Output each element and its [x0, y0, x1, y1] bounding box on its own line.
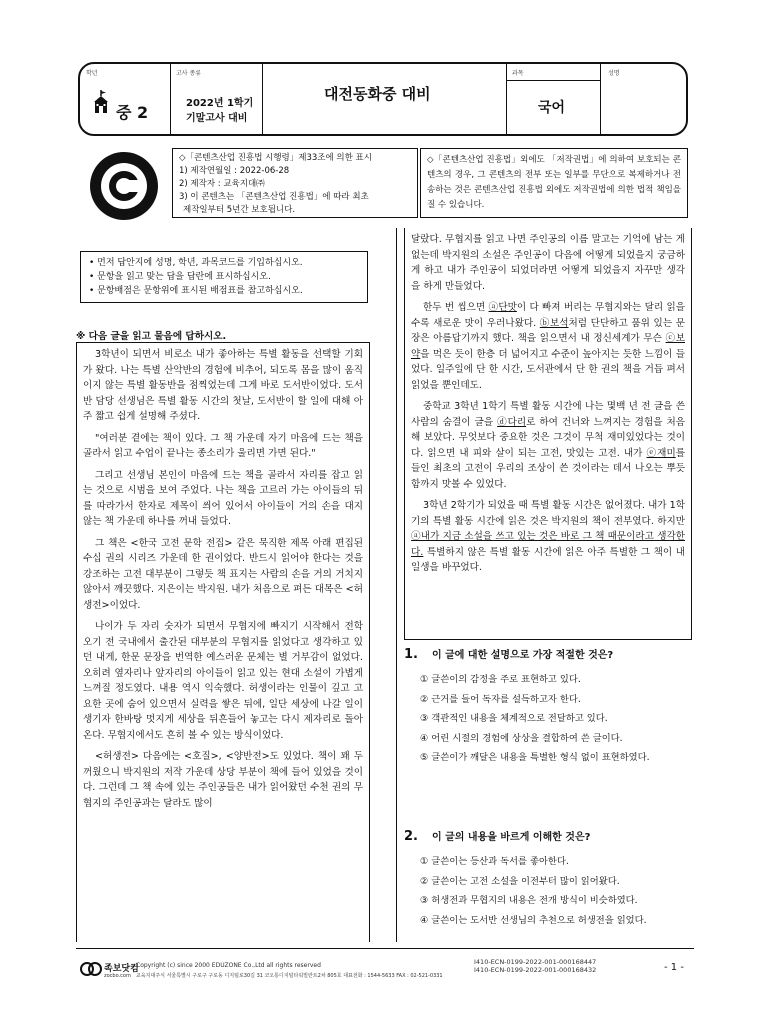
exam-type-label: 고사 종류 [176, 70, 202, 77]
passage-paragraph: 3학년이 되면서 비로소 내가 좋아하는 특별 활동을 선택할 기회가 왔다. 나는 특별 산악반의 경험에 비추어, 되도록 몸을 많이 움직이지 않는 특별 활동반을 점찍었는데 그게 바로 도서반이었다. 도서반 담당 선생님은 특별 활동 시간의 첫날, 도서반이 할 일에 대해 아주 짧고 쉽게 설명해 주셨다. [83, 349, 363, 422]
notice-item: • 문항배점은 문항위에 표시된 배점표를 참고하십시오. [89, 286, 303, 296]
question-title [404, 646, 694, 662]
passage-paragraph: 그 책은 <한국 고전 문학 전집> 같은 묵직한 제목 아래 편집된 수십 권의 시리즈 가운데 한 권이었다. 반드시 읽어야 한다는 것을 강조하는 고전 대부분이 그렇듯 책 표지는 사람의 손을 거의 거치지 않아서 깨끗했다. 지은이는 박지원. 내가 처음으로 펴든 대목은 <허생전>이었다. [83, 537, 363, 611]
answer-option[interactable]: ⑤ 글쓴이가 깨달은 내용을 특별한 형식 없이 표현하였다. [420, 752, 650, 763]
question-number: 1. [404, 647, 418, 662]
school-icon [92, 90, 110, 114]
answer-option[interactable]: ① 글쓴이는 등산과 독서를 좋아한다. [420, 856, 569, 867]
answer-option[interactable]: ② 근거를 들어 독자를 설득하고자 한다. [420, 693, 581, 705]
instructions-box [80, 251, 368, 303]
copyright-right-text: ◇「콘텐츠산업 진흥법」외에도 「저작권법」에 의하여 보호되는 콘텐츠의 경우, 그 콘텐츠의 전부 또는 일부를 무단으로 복제하거나 전송하는 것은 콘텐츠산업 진흥법 외에도 저작권법에 의한 법적 책임을 질 수 있습니다. [427, 155, 681, 210]
answer-option[interactable]: ② 글쓴이는 고전 소설을 이전부터 많이 읽어왔다. [420, 875, 620, 887]
brand-name: 족보닷컴 [104, 964, 139, 974]
copyright-line: 3) 이 콘텐츠는 「콘텐츠산업 진흥법」에 따라 최초 [179, 192, 369, 202]
passage-paragraph: 3학년 2학기가 되었을 때 특별 활동 시간은 없어졌다. 내가 1학기의 특별 활동 시간에 읽은 것은 박지원의 책이 전부였다. 하지만 ⓐ내가 지금 소설을 쓰고 있는 것은 바로 그 책 때문이라고 생각한다. 특별하지 않은 특별 활동 시간에 읽은 아주 특별한 그 책이 내 일생을 바꾸었다. [411, 500, 685, 573]
name-label: 성명 [608, 70, 620, 77]
underlined-word: ⓓ다리 [497, 416, 527, 428]
copyright-line: 1) 제작연월일 : 2022-06-28 [179, 166, 290, 176]
passage-right [404, 228, 692, 640]
footer-copyright: Copyright (c) since 2000 EDUZONE Co.,Ltd all rights reserved [136, 962, 321, 969]
copyright-notice-left [172, 148, 418, 218]
answer-option[interactable]: ④ 글쓴이는 도서반 선생님의 추천으로 허생전을 읽었다. [420, 914, 647, 926]
notice-item: • 문항을 읽고 맞는 답을 답란에 표시하십시오. [89, 272, 271, 282]
answer-option[interactable]: ④ 어린 시절의 경험에 상상을 결합하여 쓴 글이다. [420, 732, 623, 744]
grade-value: 중 2 [116, 103, 149, 122]
passage-paragraph: 한두 번 씹으면 ⓐ단맛이 다 빠져 버리는 무협지와는 달리 읽을수록 새로운 맛이 우러나왔다. ⓑ보석처럼 단단하고 품위 있는 문장은 아름답기까지 했다. 책을 읽으면서 내 정신세계가 무슨 ⓒ보약을 먹은 듯이 한층 더 넓어지고 수준이 높아지는 듯한 느낌이 들었다. 일주일에 단 한 시간, 도서관에서 단 한 권의 책을 거듭 펴서 읽었을 뿐인데도. [411, 302, 685, 391]
question-number: 2. [404, 829, 418, 844]
question-title [404, 828, 694, 844]
copyright-line: 제작일부터 5년간 보호됩니다. [183, 205, 296, 215]
exam-line-2: 기말고사 대비 [186, 113, 248, 124]
page-title: 대전동화중 대비 [324, 85, 431, 103]
answer-option[interactable]: ① 글쓴이의 감정을 주로 표현하고 있다. [420, 674, 581, 685]
exam-line-1: 2022년 1학기 [186, 98, 254, 109]
passage-paragraph: 그리고 선생님 본인이 마음에 드는 책을 골라서 자리를 잡고 읽는 것으로 시범을 보여 주었다. 나는 책을 고르러 가는 아이들의 뒤를 따라가서 한자로 제목이 씌어 있어서 아이들이 거의 손을 대지 않는 책 가운데 하나를 꺼내 들었다. [83, 469, 363, 527]
underlined-sentence: ⓐ내가 지금 소설을 쓰고 있는 것은 바로 그 책 때문이라고 생각한다. [411, 531, 685, 558]
footer-code-2: I410-ECN-0199-2022-001-000168432 [474, 966, 597, 974]
passage-paragraph: 달랐다. 무협지를 읽고 나면 주인공의 이름 말고는 기억에 남는 게 없는데 박지원의 소설은 주인공이 다음에 어떻게 되었을지 궁금하게 하고 내가 주인공이 되었더라면 어떻게 되었을지 자꾸만 생각을 하게 만들었다. [411, 234, 685, 292]
subject-value: 국어 [538, 100, 566, 116]
question-instruction: ※ 다음 글을 읽고 물음에 답하시오. [76, 331, 227, 342]
underlined-word: ⓑ보석 [539, 317, 569, 329]
notice-item: • 먼저 답안지에 성명, 학년, 과목코드를 기입하십시오. [89, 258, 303, 268]
question-text: 이 글의 내용을 바르게 이해한 것은? [431, 832, 591, 843]
question-text: 이 글에 대한 설명으로 가장 적절한 것은? [431, 650, 614, 661]
underlined-word: ⓐ단맛 [488, 302, 517, 313]
subject-label: 과목 [512, 70, 524, 77]
footer-address: 교육지대주식 서울특별시 구로구 구로동 디지털로30길 31 코오롱디지털타워빌란트2차 805호 대표전화 : 1544-5633 FAX : 02-521-0331 [136, 973, 443, 979]
passage-paragraph: 중학교 3학년 1학기 특별 활동 시간에 나는 몇백 년 전 글을 쓴 사람의 숨결이 글을 ⓓ다리로 하여 건너와 느껴지는 경험을 처음 해 보았다. 무엇보다 중요한 것은 그것이 무척 재미있었다는 것이다. 읽으면 내 피와 살이 되는 고전, 맛있는 고전. 내가 ⓔ재미를 들인 최초의 고전이 우리의 조상이 쓴 것이라는 데서 나오는 뿌듯함까지 맛볼 수 있었다. [411, 401, 685, 490]
footer-rule [76, 948, 694, 949]
column-divider [396, 228, 397, 942]
copyright-line: 2) 제작자 : 교육지대㈜ [179, 179, 265, 189]
passage-paragraph: <허생전> 다음에는 <호질>, <양반전>도 있었다. 책이 꽤 두꺼웠으니 박지원의 저작 가운데 상당 부분이 책에 들어 있었을 것이다. 그런데 그 책 속에 있는 주인공들은 내가 읽어왔던 수천 권의 무협지의 주인공과는 달라도 많이 [83, 751, 363, 809]
page-number: - 1 - [664, 962, 684, 973]
question-1 [404, 646, 694, 768]
copyright-logo [88, 150, 160, 222]
exam-header [78, 62, 688, 136]
brand-logo [80, 960, 102, 978]
copyright-line: ◇「콘텐츠산업 진흥법 시행령」제33조에 의한 표시 [179, 153, 372, 163]
grade-label: 학년 [86, 70, 98, 77]
answer-option[interactable]: ③ 객관적인 내용을 체계적으로 전달하고 있다. [420, 713, 608, 724]
underlined-word: ⓒ보약 [411, 333, 685, 360]
question-2 [404, 828, 694, 930]
passage-paragraph: "여러분 곁에는 책이 있다. 그 책 가운데 자기 마음에 드는 책을 골라서 읽고 수업이 끝나는 종소리가 울리면 가면 된다." [83, 432, 363, 459]
passage-paragraph: 나이가 두 자리 숫자가 되면서 무협지에 빠지기 시작해서 전학 오기 전 국내에서 출간된 대부분의 무협지를 읽었다고 생각하고 있던 내게, 한문 문장을 번역한 예스러운 문체는 별 거부감이 없었다. 오히려 옆자리나 앞자리의 아이들이 읽고 있는 현대 소설이 가볍게 느껴질 정도였다. 내용 역시 익숙했다. 허생이라는 인물이 깊고 고요한 곳에 숨어 있으면서 실력을 쌓은 뒤에, 일단 세상에 나갈 일이 생기자 한바탕 멋지게 세상을 뒤흔들어 놓고는 다시 제자리로 돌아온다. 무협지에서도 흔히 볼 수 있는 방식이었다. [83, 621, 363, 741]
underlined-word: ⓔ재미 [646, 447, 676, 459]
copyright-notice-right [420, 148, 688, 218]
passage-left [76, 342, 370, 942]
brand-url: zocbo.com [104, 973, 131, 979]
answer-option[interactable]: ③ 허생전과 무협지의 내용은 전개 방식이 비슷하였다. [420, 895, 638, 906]
footer-code-1: I410-ECN-0199-2022-001-000168447 [474, 958, 597, 966]
